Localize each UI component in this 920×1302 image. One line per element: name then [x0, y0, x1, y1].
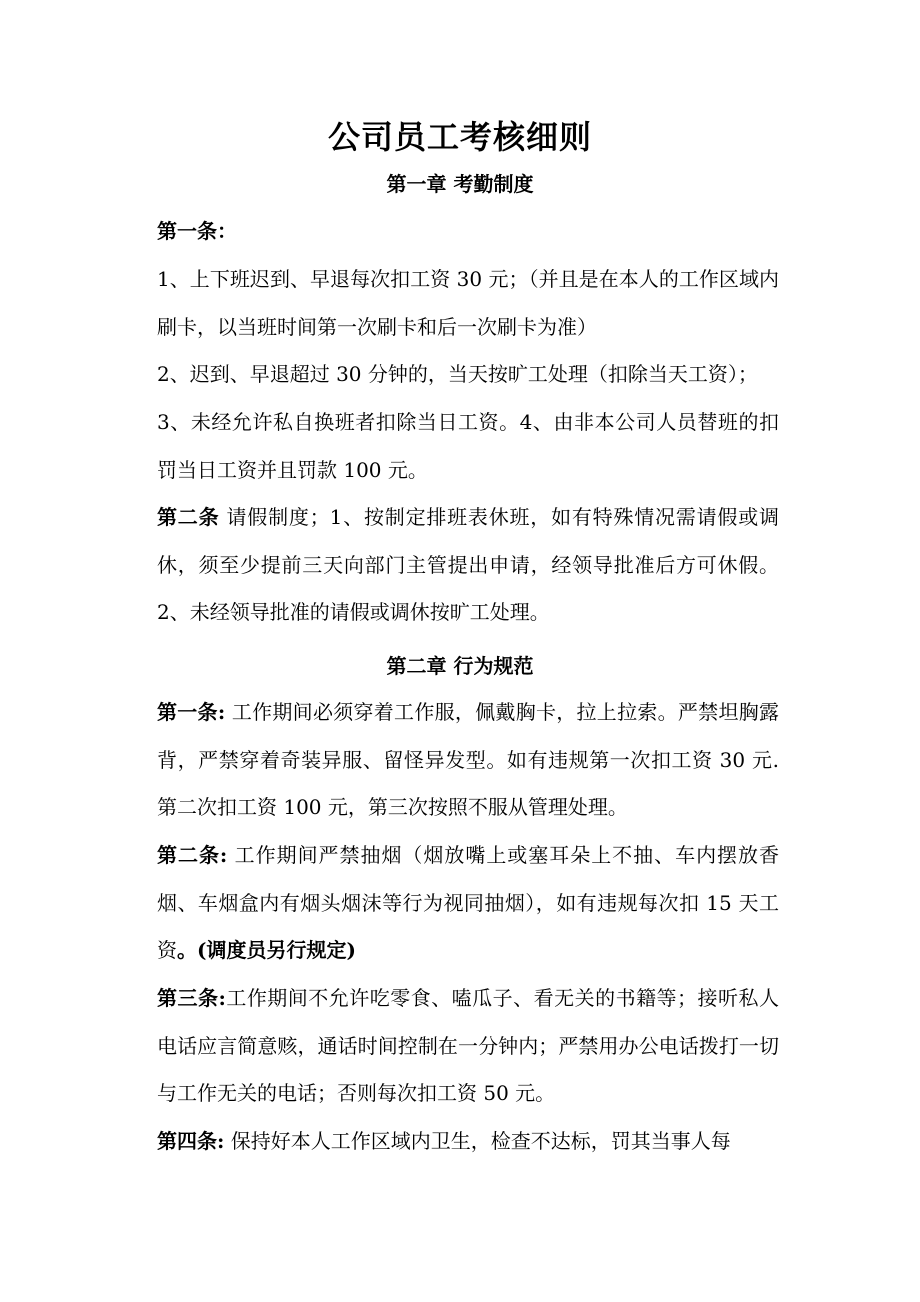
- article-label: 第四条:: [157, 1129, 225, 1153]
- chapter-1-item-2: 2、迟到、早退超过 30 分钟的，当天按旷工处理（扣除当天工资）；: [157, 362, 758, 386]
- chapter-1-article-2: [157, 494, 779, 637]
- article-text: 工作期间严禁抽烟（烟放嘴上或塞耳朵上不抽、车内摆放香烟、车烟盒内有烟头烟沫等行为视同抽烟），如有违规每次扣 15 天工资: [157, 843, 779, 962]
- chapter-2-article-2: [157, 832, 779, 975]
- chapter-2-article-4: [157, 1118, 779, 1166]
- article-label: 第二条:: [157, 843, 228, 867]
- chapter-1-item-1: 1、上下班迟到、早退每次扣工资 30 元；（并且是在本人的工作区域内刷卡，以当班时间第一次刷卡和后一次刷卡为准）: [157, 267, 779, 339]
- document-title: 公司员工考核细则: [327, 118, 592, 156]
- article-text: 请假制度；1、按制定排班表休班，如有特殊情况需请假或调休，须至少提前三天向部门主管提出申请，经领导批准后方可休假。2、未经领导批准的请假或调休按旷工处理。: [157, 505, 779, 624]
- article-bold-note: 。(调度员另行规定): [177, 938, 356, 962]
- article-label: 第一条:: [157, 700, 226, 724]
- article-text: 保持好本人工作区域内卫生，检查不达标，罚其当事人每: [224, 1129, 731, 1153]
- article-label: 第一条：: [157, 219, 237, 243]
- chapter-1-article-1-label: [157, 208, 779, 256]
- chapter-2-heading: 第二章 行为规范: [386, 654, 534, 678]
- chapter-1-heading: 第一章 考勤制度: [386, 172, 534, 196]
- article-label: 第三条:: [157, 986, 226, 1010]
- chapter-2-article-1: [157, 689, 779, 832]
- article-text: 工作期间必须穿着工作服，佩戴胸卡，拉上拉索。严禁坦胸露背，严禁穿着奇装异服、留怪异发型。如有违规第一次扣工资 30 元.第二次扣工资 100 元，第三次按照不服从管理处理。: [157, 700, 780, 819]
- article-label: 第二条: [157, 505, 220, 529]
- chapter-1-item-3-4: 3、未经允许私自换班者扣除当日工资。4、由非本公司人员替班的扣罚当日工资并且罚款 100 元。: [157, 410, 779, 482]
- article-text: 工作期间不允许吃零食、嗑瓜子、看无关的书籍等；接听私人电话应言简意赅，通话时间控制在一分钟内；严禁用办公电话拨打一切与工作无关的电话；否则每次扣工资 50 元。: [157, 986, 779, 1105]
- chapter-2-article-3: [157, 975, 779, 1118]
